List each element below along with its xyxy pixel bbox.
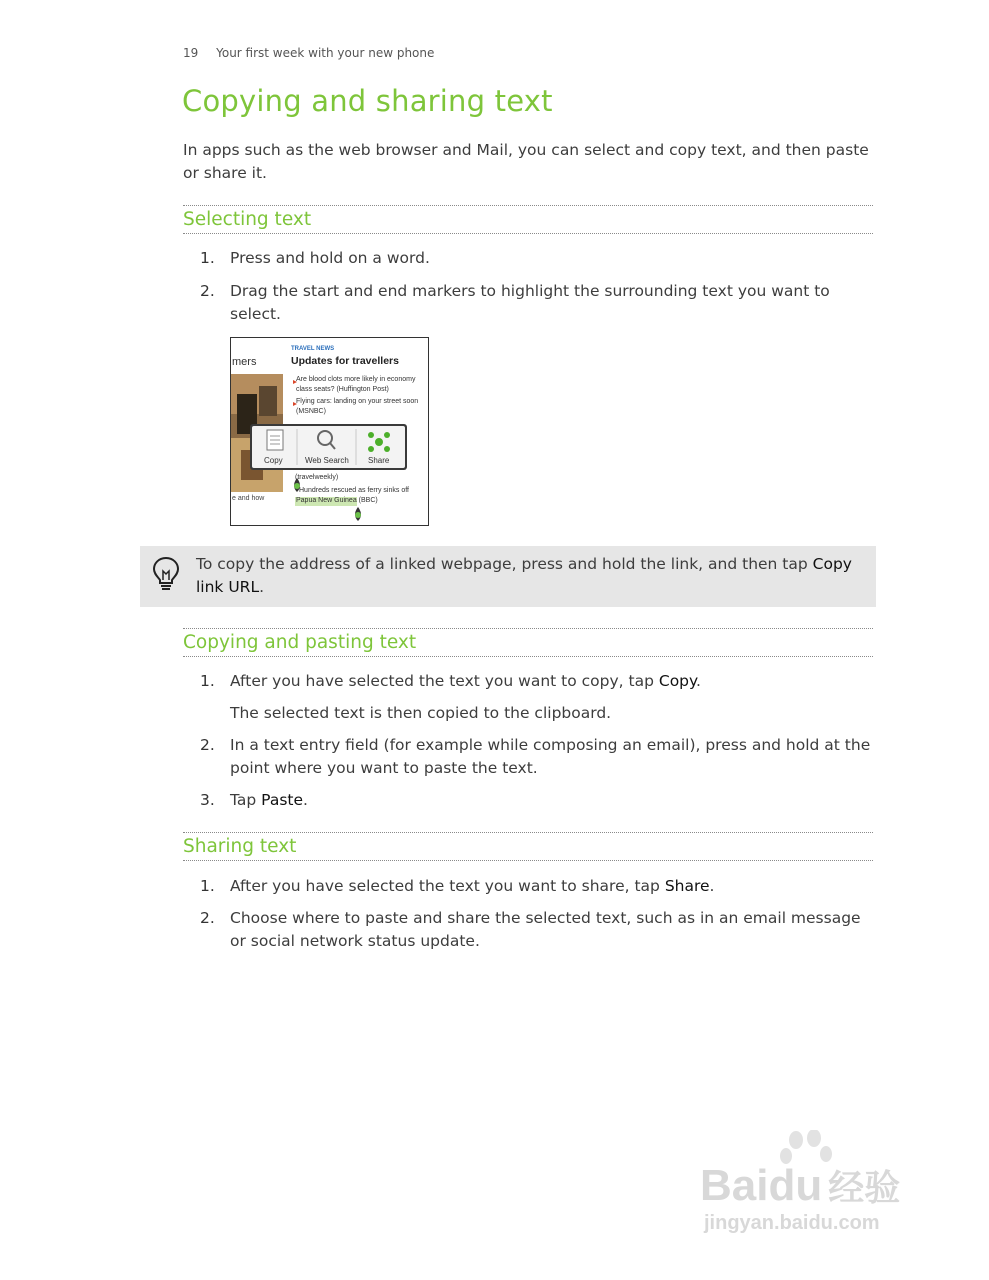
- web-search-menu-label: Web Search: [305, 456, 349, 465]
- lightbulb-icon: [152, 556, 180, 592]
- section-heading: Selecting text: [183, 209, 312, 230]
- step-text: Drag the start and end markers to highlight the surrounding text you want to select.: [230, 282, 830, 323]
- ui-term-paste: Paste: [261, 791, 304, 809]
- step-end: .: [303, 791, 308, 809]
- ui-term-copy: Copy: [658, 672, 696, 690]
- share-menu-label: Share: [368, 456, 390, 465]
- tip-end: .: [259, 578, 265, 596]
- step-3: [200, 789, 872, 812]
- tip-body: To copy the address of a linked webpage, press and hold the link, and then tap: [196, 555, 813, 573]
- step-number: 1.: [200, 249, 215, 267]
- news-item: Flying cars: landing on your street soon (MSNBC): [296, 398, 419, 415]
- watermark-brand: [700, 1160, 900, 1211]
- news-category: TRAVEL NEWS: [291, 346, 335, 352]
- news-item: [296, 497, 378, 504]
- step-note: The selected text is then copied to the clipboard.: [230, 704, 612, 722]
- news-item: Hundreds rescued as ferry sinks off: [299, 487, 409, 494]
- step-number: 2.: [200, 909, 215, 927]
- news-source: (BBC): [356, 497, 378, 504]
- step-end: .: [709, 877, 715, 895]
- watermark-cn: 经验: [828, 1167, 901, 1208]
- copy-menu-label: Copy: [264, 456, 283, 465]
- section-selecting-text: [183, 205, 873, 234]
- selection-screenshot: [230, 337, 429, 526]
- step-body: Tap: [230, 791, 262, 809]
- step-text: [230, 789, 872, 812]
- page-title: Copying and sharing text: [182, 84, 553, 118]
- step-1: [200, 875, 872, 898]
- tip-text: [196, 553, 866, 599]
- step-2: [200, 907, 872, 953]
- news-item: (travelweekly): [295, 474, 339, 481]
- step-number: 2.: [200, 282, 215, 300]
- step-2: [200, 734, 872, 780]
- section-copying-pasting: [183, 628, 873, 657]
- step-text: Choose where to paste and share the selected text, such as in an email message or social network status update.: [230, 909, 861, 950]
- step-number: 1.: [200, 877, 215, 895]
- step-number: 1.: [200, 672, 215, 690]
- step-number: 2.: [200, 736, 215, 754]
- step-1: [200, 670, 872, 693]
- selected-text: Papua New Guinea: [296, 497, 357, 504]
- step-body: After you have selected the text you want to copy, tap: [230, 672, 659, 690]
- section-heading: Copying and pasting text: [183, 632, 417, 653]
- step-text: In a text entry field (for example while composing an email), press and hold at the point where you want to paste the text.: [230, 736, 871, 777]
- step-body: After you have selected the text you want to share, tap: [230, 877, 665, 895]
- image-caption: e and how: [232, 495, 265, 502]
- intro-paragraph: In apps such as the web browser and Mail, you can select and copy text, and then paste or share it.: [183, 141, 869, 182]
- step-number: 3.: [200, 791, 215, 809]
- page-number: 19: [183, 46, 199, 60]
- step-text: [230, 670, 872, 693]
- watermark-brand-a: Bai: [700, 1161, 769, 1210]
- step-end: .: [695, 672, 701, 690]
- section-sharing-text: [183, 832, 873, 861]
- tip-emphasis: Copy link URL: [196, 555, 852, 596]
- tip-box: [140, 546, 876, 607]
- news-headline: Updates for travellers: [291, 355, 399, 367]
- step-1: [200, 247, 872, 270]
- news-item: Are blood clots more likely in economy class seats? (Huffington Post): [296, 376, 416, 393]
- running-header: [183, 46, 434, 60]
- ui-term-share: Share: [664, 877, 710, 895]
- chapter-title: Your first week with your new phone: [216, 46, 435, 60]
- watermark-brand-b: du: [768, 1161, 823, 1210]
- step-text: [230, 875, 872, 898]
- clipped-word: mers: [232, 356, 257, 368]
- watermark-url: jingyan.baidu.com: [704, 1212, 880, 1234]
- step-text: Press and hold on a word.: [230, 249, 430, 267]
- step-2: [200, 280, 872, 326]
- section-heading: Sharing text: [183, 836, 297, 857]
